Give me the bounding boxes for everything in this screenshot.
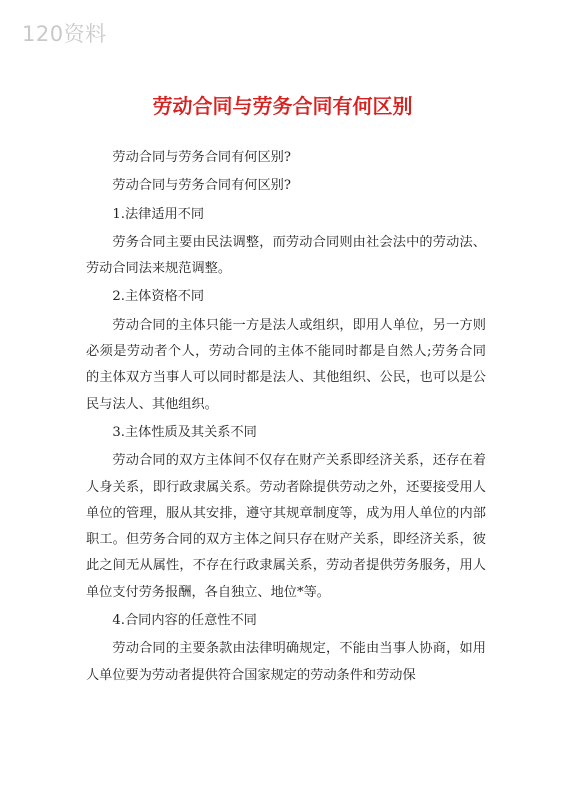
section-heading-1: 1.法律适用不同: [112, 206, 205, 222]
watermark-logo: 120资料: [22, 22, 107, 46]
section-body-2: 劳动合同的主体只能一方是法人或组织，即用人单位，另一方则必须是劳动者个人，劳动合同的主体不能同时都是自然人;劳务合同的主体双方当事人可以同时都是法人、其他组织、公民，也可以是公民与法人、其他组织。: [86, 317, 486, 412]
intro-question-repeat: 劳动合同与劳务合同有何区别?: [112, 178, 291, 194]
intro-question: 劳动合同与劳务合同有何区别?: [112, 150, 291, 165]
document-body: [86, 145, 486, 691]
section-heading-2: 2.主体资格不同: [112, 289, 205, 305]
section-body-1: 劳务合同主要由民法调整，而劳动合同则由社会法中的劳动法、劳动合同法来规范调整。: [86, 234, 486, 277]
section-heading-4: 4.合同内容的任意性不同: [112, 613, 257, 629]
section-body-3: 劳动合同的双方主体间不仅存在财产关系即经济关系，还存在着人身关系，即行政隶属关系。劳动者除提供劳动之外，还要接受用人单位的管理，服从其安排，遵守其规章制度等，成为用人单位的内部职工。但劳务合同的双方主体之间只存在财产关系，即经济关系，彼此之间无从属性，不存在行政隶属关系，劳动者提供劳务服务，用人单位支付劳务报酬，各自独立、地位*等。: [86, 453, 486, 600]
document-title: 劳动合同与劳务合同有何区别: [152, 94, 413, 118]
section-body-4: 劳动合同的主要条款由法律明确规定，不能由当事人协商，如用人单位要为劳动者提供符合国家规定的劳动条件和劳动保: [86, 641, 486, 683]
section-heading-3: 3.主体性质及其关系不同: [112, 424, 257, 440]
